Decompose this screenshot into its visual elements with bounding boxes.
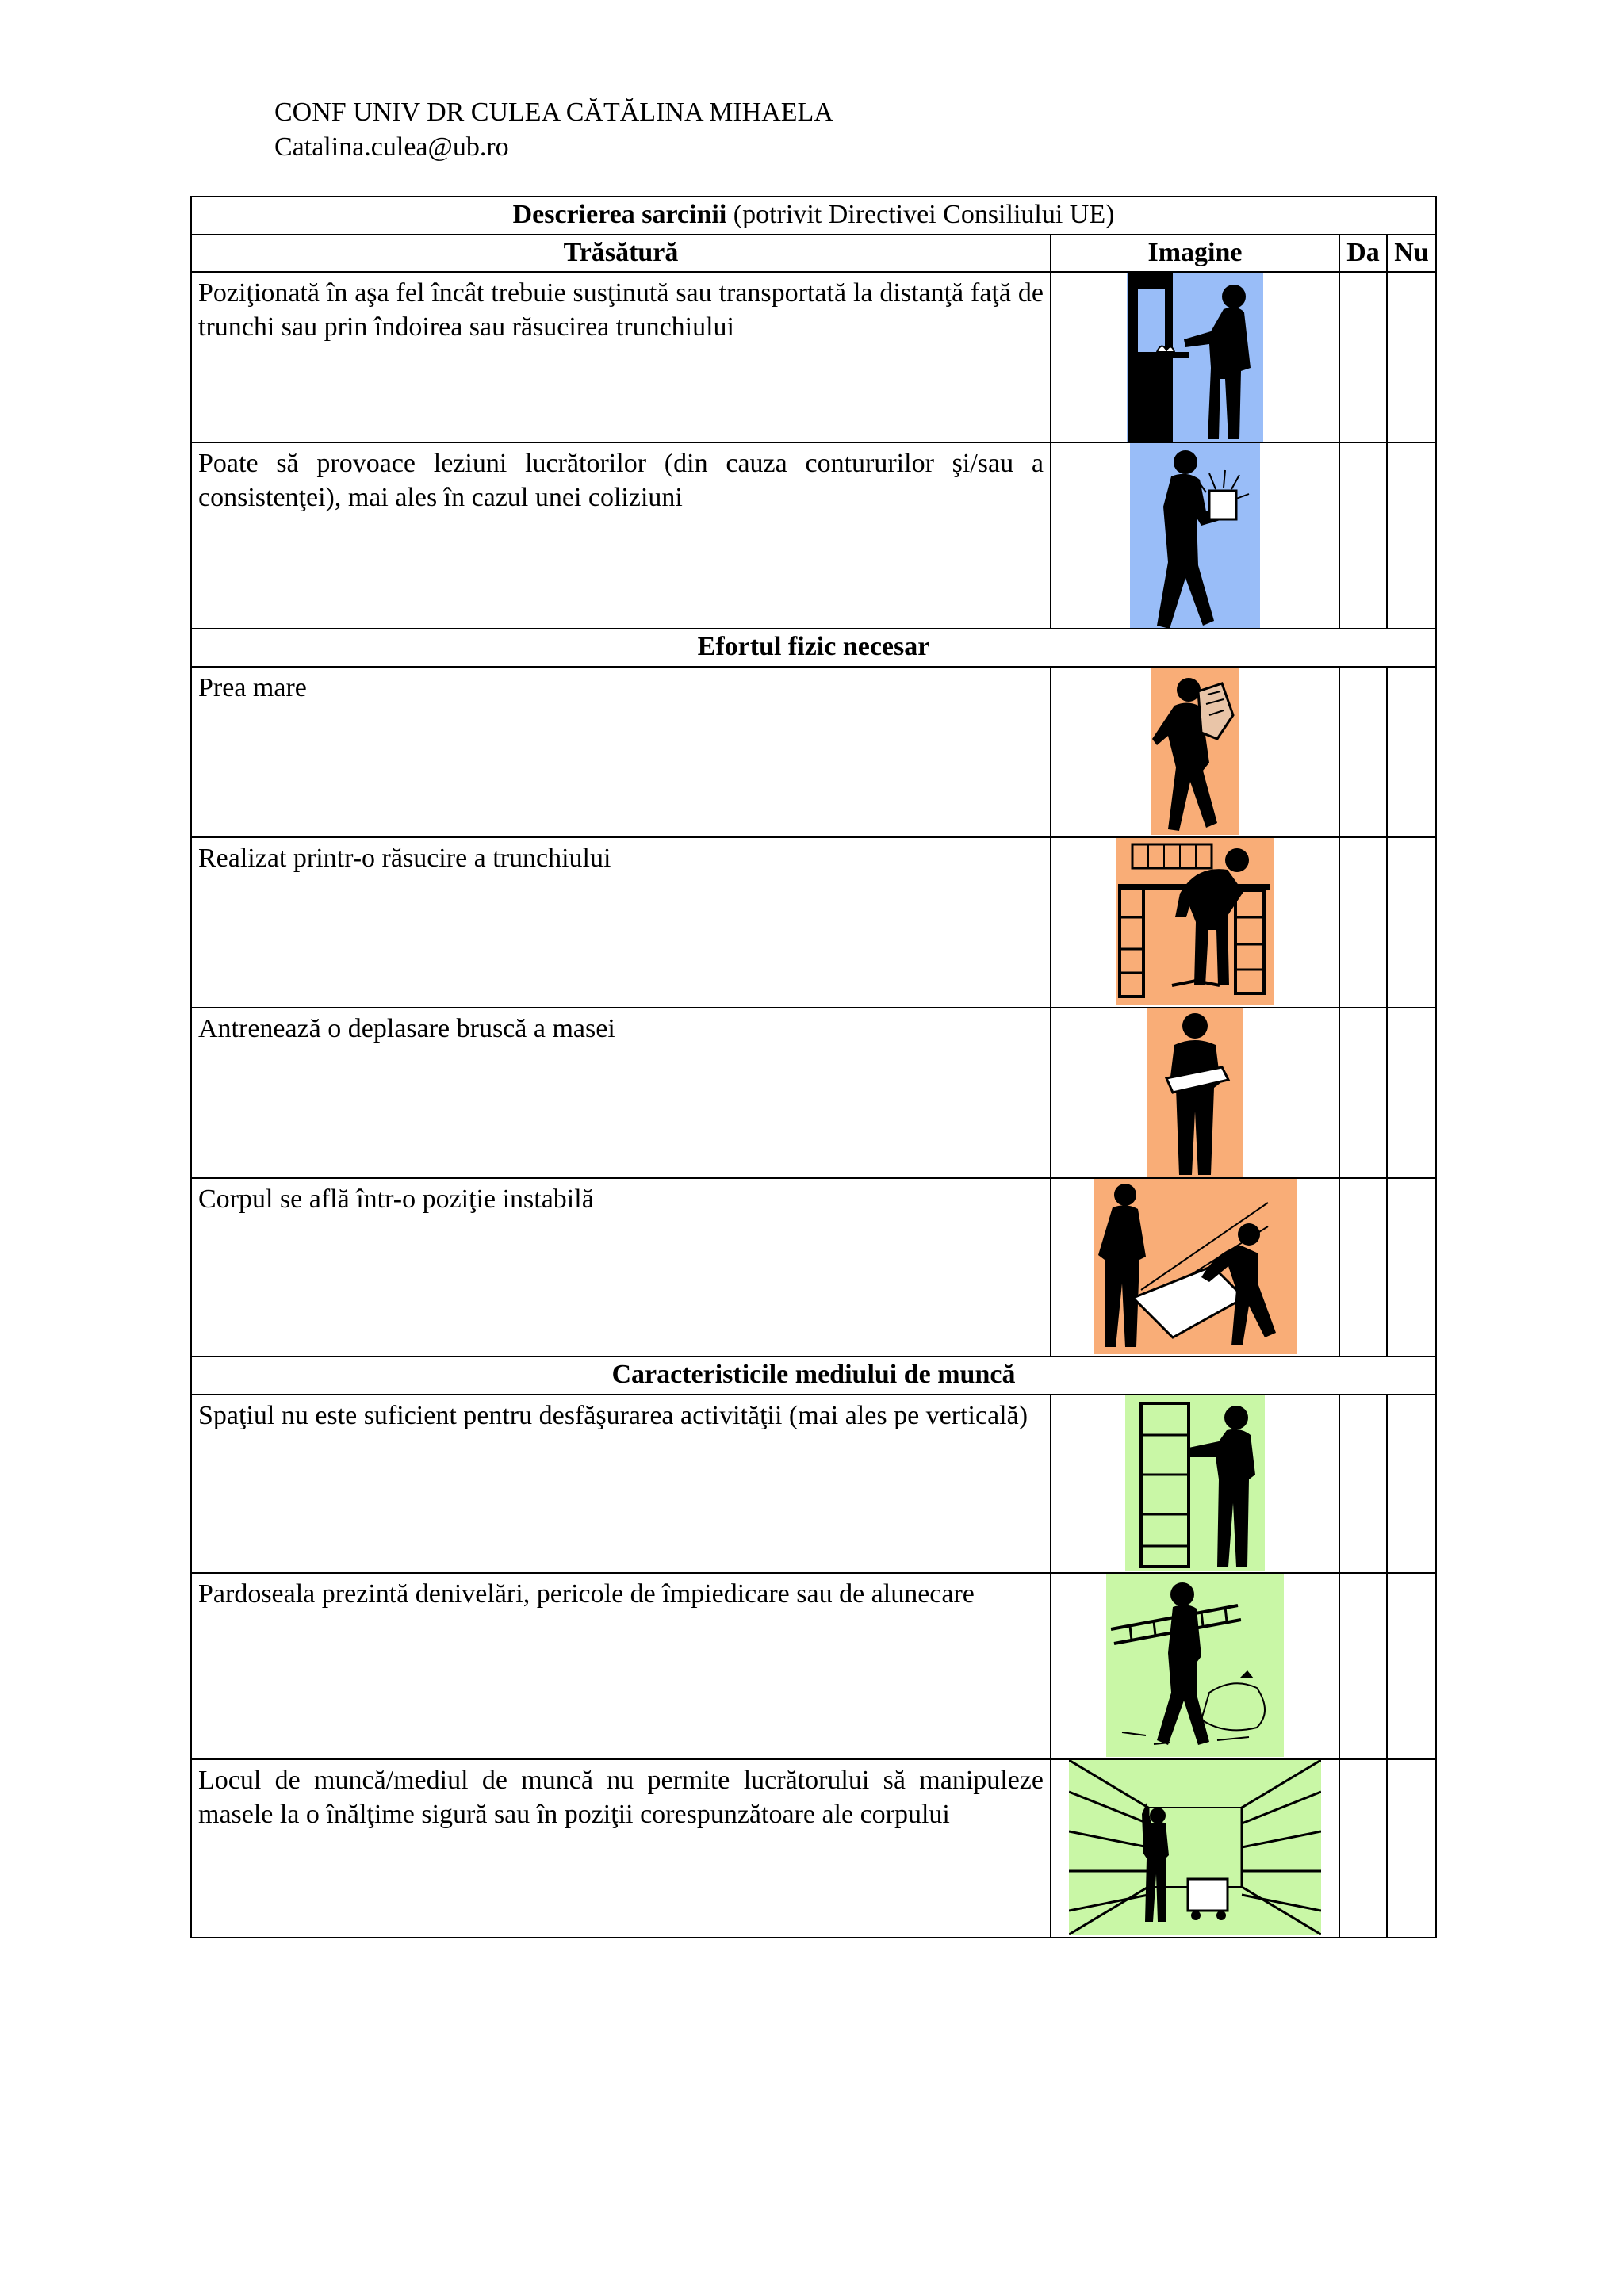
yes-checkbox-cell[interactable] xyxy=(1339,1759,1387,1938)
row-image-cell xyxy=(1051,1759,1339,1938)
row-description: Realizat printr-o răsucire a trunchiului xyxy=(191,837,1051,1008)
row-image-cell xyxy=(1051,1178,1339,1357)
table-title-rest: (potrivit Directivei Consiliului UE) xyxy=(726,200,1115,229)
table-title xyxy=(191,197,1436,235)
worker-carrying-ladder-icon xyxy=(1106,1574,1284,1757)
no-checkbox-cell[interactable] xyxy=(1387,442,1436,629)
table-row xyxy=(191,272,1436,442)
row-image-cell xyxy=(1051,1395,1339,1573)
worker-reaching-cabinet-icon xyxy=(1127,273,1263,442)
row-image-cell xyxy=(1051,272,1339,442)
table-row xyxy=(191,667,1436,837)
yes-checkbox-cell[interactable] xyxy=(1339,837,1387,1008)
author-name: CONF UNIV DR CULEA CĂTĂLINA MIHAELA xyxy=(274,98,833,127)
row-image-cell xyxy=(1051,667,1339,837)
table-row xyxy=(191,1008,1436,1178)
table-row xyxy=(191,1573,1436,1759)
row-image-cell xyxy=(1051,837,1339,1008)
table-row xyxy=(191,1395,1436,1573)
row-description: Spaţiul nu este suficient pentru desfăşurarea activităţii (mai ales pe verticală) xyxy=(191,1395,1051,1573)
row-image-cell xyxy=(1051,1573,1339,1759)
row-description: Poate să provoace leziuni lucrătorilor (din cauza contururilor şi/sau a consistenţei), mai ales în cazul unei coliziuni xyxy=(191,442,1051,629)
no-checkbox-cell[interactable] xyxy=(1387,1395,1436,1573)
row-description: Pardoseala prezintă denivelări, pericole de împiedicare sau de alunecare xyxy=(191,1573,1051,1759)
col-trait-header: Trăsătură xyxy=(191,235,1051,272)
row-description: Poziţionată în aşa fel încât trebuie susţinută sau transportată la distanţă faţă de trunchi sau prin îndoirea sau răsucirea trunchiului xyxy=(191,272,1051,442)
no-checkbox-cell[interactable] xyxy=(1387,1008,1436,1178)
table-row xyxy=(191,442,1436,629)
row-image-cell xyxy=(1051,442,1339,629)
yes-checkbox-cell[interactable] xyxy=(1339,272,1387,442)
col-yes-header: Da xyxy=(1339,235,1387,272)
yes-checkbox-cell[interactable] xyxy=(1339,667,1387,837)
no-checkbox-cell[interactable] xyxy=(1387,667,1436,837)
no-checkbox-cell[interactable] xyxy=(1387,272,1436,442)
task-assessment-table xyxy=(190,196,1437,1938)
yes-checkbox-cell[interactable] xyxy=(1339,1008,1387,1178)
table-row xyxy=(191,1759,1436,1938)
section-heading-row xyxy=(191,1357,1436,1395)
no-checkbox-cell[interactable] xyxy=(1387,837,1436,1008)
row-image-cell xyxy=(1051,1008,1339,1178)
table-row xyxy=(191,1178,1436,1357)
yes-checkbox-cell[interactable] xyxy=(1339,1395,1387,1573)
table-row xyxy=(191,837,1436,1008)
worker-twisting-at-desk-icon xyxy=(1116,838,1274,1005)
worker-carrying-heavy-load-icon xyxy=(1151,668,1239,835)
row-description: Prea mare xyxy=(191,667,1051,837)
section-heading: Caracteristicile mediului de muncă xyxy=(191,1357,1436,1395)
yes-checkbox-cell[interactable] xyxy=(1339,1178,1387,1357)
column-header-row xyxy=(191,235,1436,272)
section-heading-row xyxy=(191,629,1436,667)
yes-checkbox-cell[interactable] xyxy=(1339,442,1387,629)
no-checkbox-cell[interactable] xyxy=(1387,1759,1436,1938)
worker-in-warehouse-icon xyxy=(1069,1760,1321,1935)
worker-lifting-box-icon xyxy=(1147,1008,1243,1177)
col-no-header: Nu xyxy=(1387,235,1436,272)
section-heading: Efortul fizic necesar xyxy=(191,629,1436,667)
table-title-row xyxy=(191,197,1436,235)
workers-pushing-load-icon xyxy=(1094,1179,1297,1354)
worker-at-shelves-icon xyxy=(1125,1395,1265,1571)
row-description: Antrenează o deplasare bruscă a masei xyxy=(191,1008,1051,1178)
row-description: Corpul se află într-o poziţie instabilă xyxy=(191,1178,1051,1357)
yes-checkbox-cell[interactable] xyxy=(1339,1573,1387,1759)
worker-carrying-sharp-box-icon xyxy=(1130,443,1260,628)
table-title-bold: Descrierea sarcinii xyxy=(512,200,727,229)
no-checkbox-cell[interactable] xyxy=(1387,1573,1436,1759)
no-checkbox-cell[interactable] xyxy=(1387,1178,1436,1357)
author-email: Catalina.culea@ub.ro xyxy=(274,132,509,162)
col-image-header: Imagine xyxy=(1051,235,1339,272)
row-description: Locul de muncă/mediul de muncă nu permite lucrătorului să manipuleze masele la o înălţime sigură sau în poziţii corespunzătoare ale corpului xyxy=(191,1759,1051,1938)
document-header xyxy=(274,95,833,165)
